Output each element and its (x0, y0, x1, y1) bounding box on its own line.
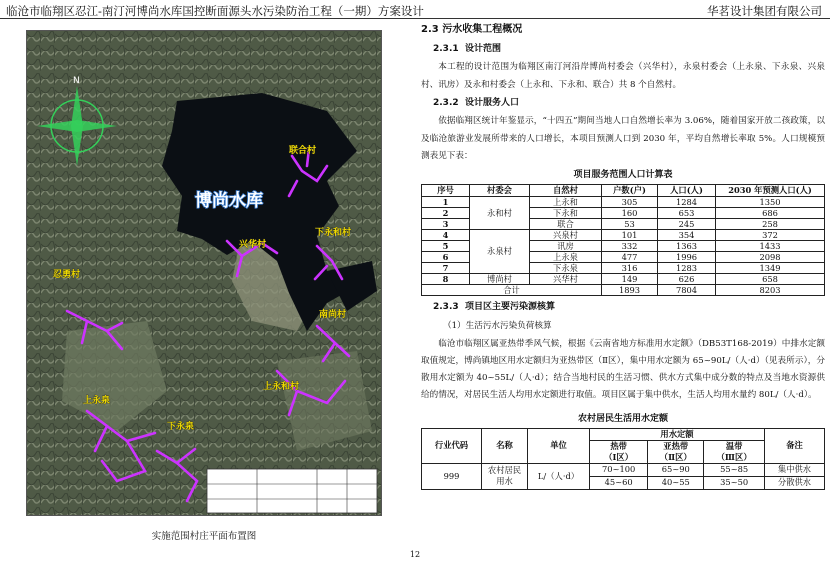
water-table-title: 农村居民生活用水定额 (577, 413, 668, 424)
subsection-title: 设计范围 (465, 44, 502, 54)
page-number: 12 (409, 550, 421, 559)
table-cell: 70~100 (590, 463, 648, 476)
column-header: 单位 (528, 428, 590, 463)
table-cell: 999 (422, 463, 482, 489)
table-cell: 兴华村 (530, 273, 602, 284)
village-label-xinghua: 兴华村 (239, 240, 267, 250)
table-cell: 658 (716, 273, 825, 284)
subsection-heading-pollution (433, 298, 825, 317)
village-label-nanshang: 南尚村 (319, 310, 347, 320)
table-cell: 55~85 (704, 463, 765, 476)
table-cell: 686 (716, 207, 825, 218)
village-label-shangyonghe: 上永和村 (263, 382, 300, 392)
table-total-row (422, 284, 825, 295)
paragraph-water-quota: 临沧市临翔区属亚热带季风气候，根据《云南省地方标准用水定额》（DB53T168-2019）中排水定额取值规定，博尚镇地区用水定额归为亚热带区（Ⅱ区），集中用水定额为 65~90L/（人·d）（见表所示），分散用水定额为 40~55L/（人·d）；结合当地村民的生活习惯、供水方式集中成分数的特点及当地水资源供给的情况，对居民生活人均用水定额进行取值。项目区属于集中供水，生活人均用水量约 80L/（人·d）。 (421, 338, 825, 400)
table-cell: 1433 (716, 240, 825, 251)
zone-code: （Ⅲ区） (716, 451, 752, 462)
table-row (422, 196, 825, 207)
table-cell: 下永和 (530, 207, 602, 218)
table-cell: 1 (422, 196, 470, 207)
table-cell: 下永泉 (530, 262, 602, 273)
column-header (704, 440, 765, 463)
village-label-shangyongquan: 上永泉 (83, 396, 111, 406)
list-item: （1）生活污水污染负荷核算 (443, 320, 552, 331)
table-row (422, 229, 825, 240)
svg-text:N: N (73, 76, 80, 86)
map-caption: 实施范围村庄平面布置图 (151, 531, 257, 542)
table-cell: 45~60 (590, 476, 648, 489)
table-cell: 1283 (658, 262, 716, 273)
subsection-title: 设计服务人口 (465, 98, 520, 108)
table-header-row (422, 184, 825, 196)
population-table-title: 项目服务范围人口计算表 (573, 169, 673, 180)
table-cell: 354 (658, 229, 716, 240)
column-header: 村委会 (470, 184, 530, 196)
subsection-heading-population (433, 94, 825, 113)
village-layout-map (26, 30, 382, 516)
table-row (422, 463, 825, 476)
table-cell: 1893 (602, 284, 658, 295)
table-cell: 合计 (422, 284, 602, 295)
table-cell: 农村居民用水 (482, 463, 528, 489)
column-header: 自然村 (530, 184, 602, 196)
paragraph-scope: 本工程的设计范围为临翔区南汀河沿岸博尚村委会（兴华村），永泉村委会（上永泉、下永泉、兴泉村、讯房）及永和村委会（上永和、下永和、联合）共 8 个自然村。 (421, 62, 825, 90)
table-cell: 53 (602, 218, 658, 229)
table-cell: 集中供水 (765, 463, 825, 476)
paragraph-population: 依据临翔区统计年鉴显示，“十四五”期间当地人口自然增长率为 3.06%，随着国家开放二孩政策，以及临沧旅游业发展所带来的人口增长，本项目预测人口到 2030 年，平均自然增长率取 5%。人口规模预测表见下表： (421, 116, 825, 161)
table-cell: 1349 (716, 262, 825, 273)
table-cell: 博尚村 (470, 273, 530, 284)
water-quota-table (421, 428, 825, 490)
column-header (648, 440, 704, 463)
table-cell: 1363 (658, 240, 716, 251)
table-cell: 6 (422, 251, 470, 262)
table-cell: 讯房 (530, 240, 602, 251)
column-header: 2030 年预测人口(人) (716, 184, 825, 196)
table-cell: 8203 (716, 284, 825, 295)
document-title: 临沧市临翔区忍江-南汀河博尚水库国控断面源头水污染防治工程（一期）方案设计 (6, 4, 424, 18)
column-header: 名称 (482, 428, 528, 463)
subsection-number: 2.3.2 (433, 98, 459, 108)
zone-name: 热带 (610, 440, 627, 451)
table-cell: 245 (658, 218, 716, 229)
table-cell: 477 (602, 251, 658, 262)
table-cell: 332 (602, 240, 658, 251)
table-cell: 8 (422, 273, 470, 284)
zone-code: （Ⅱ区） (659, 451, 692, 462)
population-table (421, 184, 825, 296)
column-header: 序号 (422, 184, 470, 196)
column-header: 人口(人) (658, 184, 716, 196)
table-cell: 372 (716, 229, 825, 240)
table-cell: 149 (602, 273, 658, 284)
column-header: 行业代码 (422, 428, 482, 463)
zone-name: 亚热带 (663, 440, 689, 451)
table-cell: 1284 (658, 196, 716, 207)
subsection-heading-scope (433, 40, 825, 59)
subsection-title: 项目区主要污染源核算 (465, 301, 556, 312)
column-header: 备注 (765, 428, 825, 463)
village-label-xiayonghe: 下永和村 (315, 228, 352, 238)
table-cell: 上永和 (530, 196, 602, 207)
table-cell: 分散供水 (765, 476, 825, 489)
table-cell: 永泉村 (470, 229, 530, 273)
section-title: 2.3 污水收集工程概况 (421, 24, 523, 35)
table-header-row (422, 428, 825, 440)
table-cell: 永和村 (470, 196, 530, 229)
table-row (422, 273, 825, 284)
map-image (27, 31, 382, 516)
column-header (590, 440, 648, 463)
table-cell: 7804 (658, 284, 716, 295)
table-cell: 2098 (716, 251, 825, 262)
table-cell: 2 (422, 207, 470, 218)
subsection-number: 2.3.1 (433, 44, 459, 54)
table-cell: 40~55 (648, 476, 704, 489)
table-cell: 160 (602, 207, 658, 218)
village-label-xiayongquan: 下永泉 (167, 422, 195, 432)
table-cell: 35~50 (704, 476, 765, 489)
table-cell: 1350 (716, 196, 825, 207)
table-cell: 626 (658, 273, 716, 284)
village-label-lianhe: 联合村 (289, 146, 317, 156)
table-cell: L/（人·d） (528, 463, 590, 489)
subsection-number: 2.3.3 (433, 301, 459, 312)
column-header: 户数(户) (602, 184, 658, 196)
table-cell: 258 (716, 218, 825, 229)
page-header (0, 0, 830, 20)
zone-code: （Ⅰ区） (604, 451, 633, 462)
zone-name: 温带 (725, 440, 743, 451)
table-cell: 1996 (658, 251, 716, 262)
village-label-renyong: 忍勇村 (53, 270, 81, 280)
table-cell: 305 (602, 196, 658, 207)
map-title-block (207, 469, 377, 513)
table-cell: 联合 (530, 218, 602, 229)
table-cell: 兴泉村 (530, 229, 602, 240)
table-cell: 316 (602, 262, 658, 273)
company-name: 华茗设计集团有限公司 (707, 4, 822, 18)
reservoir-label: 博尚水库 (195, 191, 263, 211)
table-cell: 4 (422, 229, 470, 240)
table-cell: 上永泉 (530, 251, 602, 262)
table-cell: 65~90 (648, 463, 704, 476)
table-cell: 653 (658, 207, 716, 218)
column-header: 用水定额 (590, 428, 765, 440)
header-divider (0, 18, 830, 19)
table-cell: 101 (602, 229, 658, 240)
main-content (421, 20, 825, 490)
table-cell: 3 (422, 218, 470, 229)
table-cell: 7 (422, 262, 470, 273)
table-cell: 5 (422, 240, 470, 251)
